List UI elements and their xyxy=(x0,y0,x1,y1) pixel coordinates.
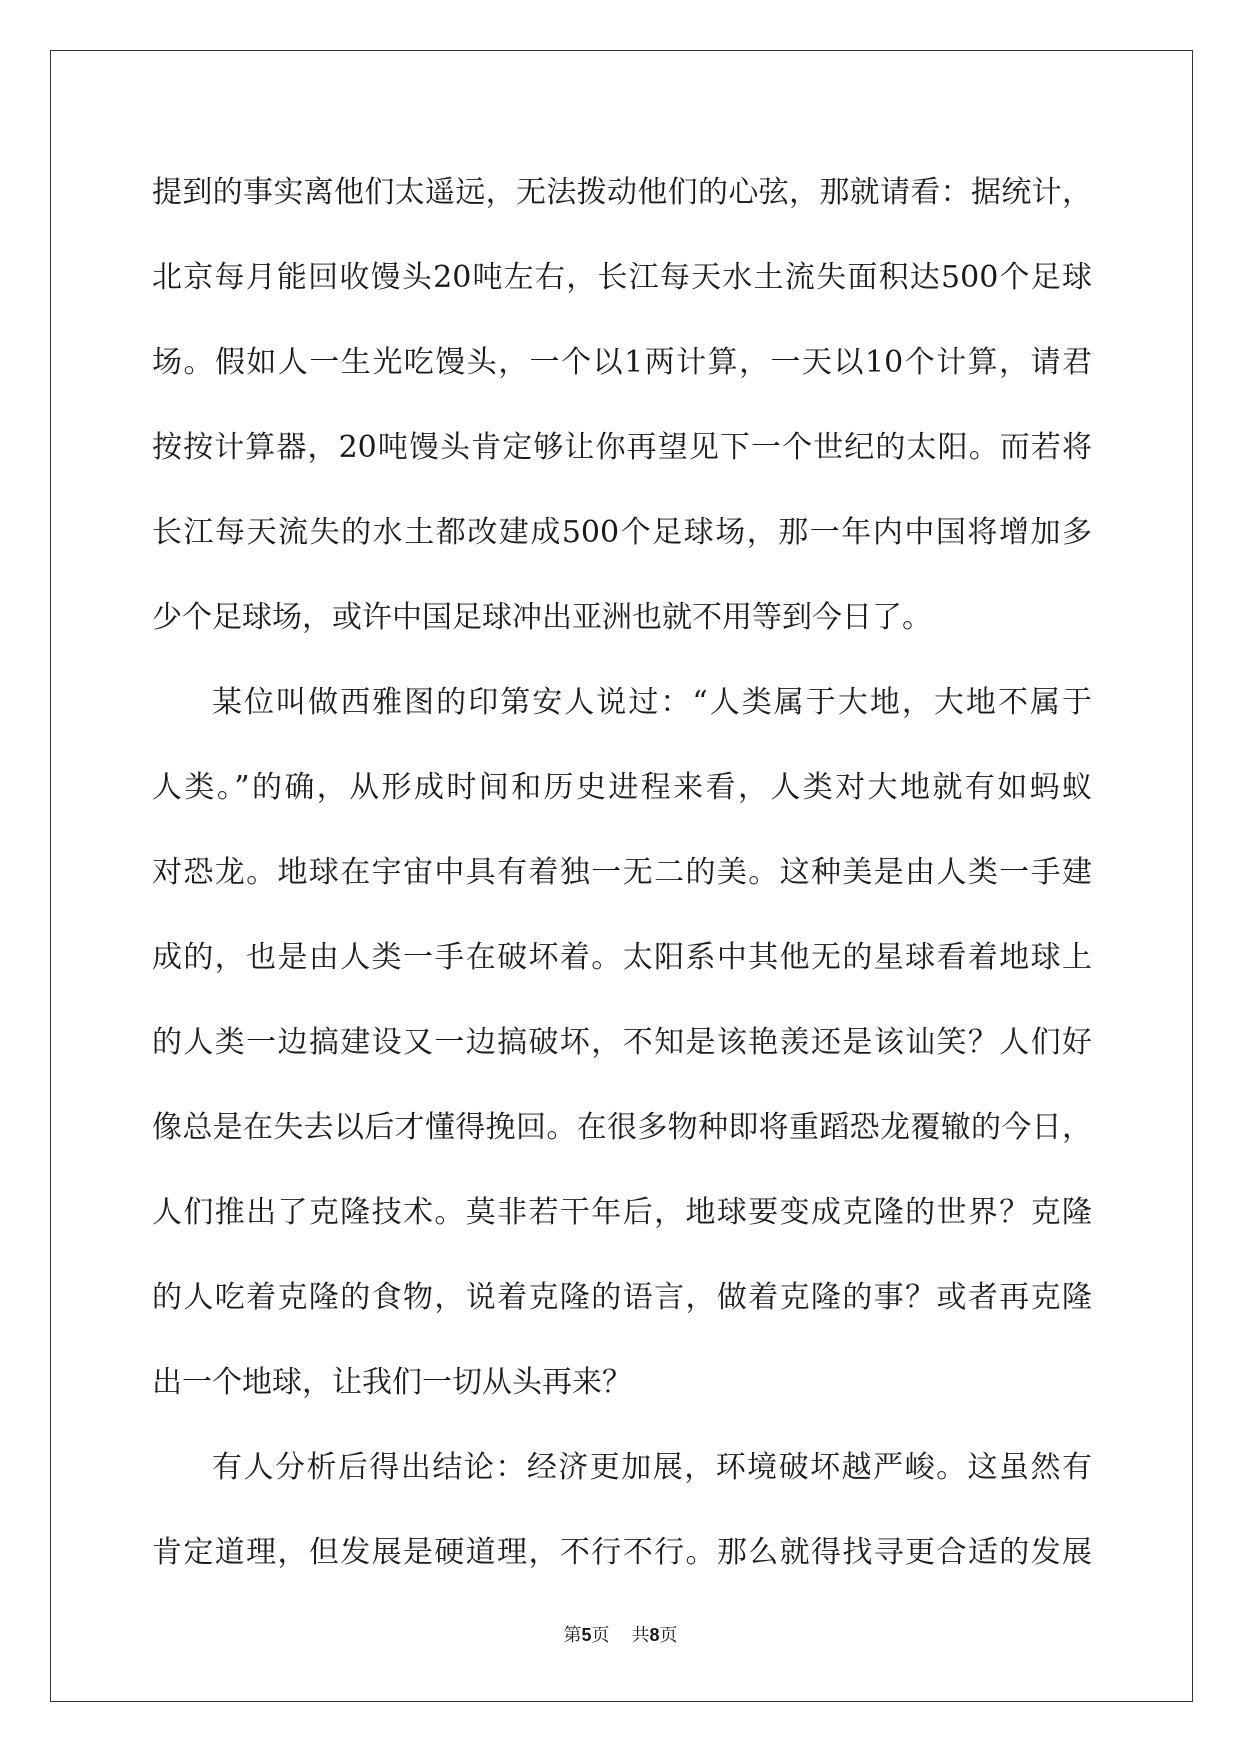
text-line: 的人类一边搞建设又一边搞破坏，不知是该艳羡还是该讪笑？人们好 xyxy=(152,1025,1092,1060)
page-suffix: 页 xyxy=(591,1625,610,1646)
text-line: 肯定道理，但发展是硬道理，不行不行。那么就得找寻更合适的发展 xyxy=(152,1535,1092,1570)
total-prefix: 共 xyxy=(631,1625,650,1646)
text-line: 人们推出了克隆技术。莫非若干年后，地球要变成克隆的世界？克隆 xyxy=(152,1195,1092,1230)
text-line: 提到的事实离他们太遥远，无法拨动他们的心弦，那就请看：据统计， xyxy=(152,175,1092,210)
text-line: 长江每天流失的水土都改建成500个足球场，那一年内中国将增加多 xyxy=(152,515,1092,550)
text-line: 出一个地球，让我们一切从头再来？ xyxy=(152,1365,632,1400)
paragraph-first-line: 有人分析后得出结论：经济更加展，环境破坏越严峻。这虽然有 xyxy=(212,1450,1092,1485)
total-suffix: 页 xyxy=(659,1625,678,1646)
text-line: 人类。”的确，从形成时间和历史进程来看，人类对大地就有如蚂蚁 xyxy=(152,770,1092,805)
total-pages: 8 xyxy=(649,1625,660,1645)
page-footer xyxy=(0,1621,1241,1647)
text-line: 成的，也是由人类一手在破坏着。太阳系中其他无的星球看着地球上 xyxy=(152,940,1092,975)
text-line: 北京每月能回收馒头20吨左右，长江每天水土流失面积达500个足球 xyxy=(152,260,1092,295)
paragraph-first-line: 某位叫做西雅图的印第安人说过：“人类属于大地，大地不属于 xyxy=(212,685,1092,720)
text-line: 对恐龙。地球在宇宙中具有着独一无二的美。这种美是由人类一手建 xyxy=(152,855,1092,890)
text-line: 像总是在失去以后才懂得挽回。在很多物种即将重蹈恐龙覆辙的今日， xyxy=(152,1110,1092,1145)
document-body xyxy=(152,158,1092,1603)
page-prefix: 第 xyxy=(563,1625,582,1646)
text-line: 按按计算器，20吨馒头肯定够让你再望见下一个世纪的太阳。而若将 xyxy=(152,430,1092,465)
text-line: 场。假如人一生光吃馒头，一个以1两计算，一天以10个计算，请君 xyxy=(152,345,1092,380)
page-number: 5 xyxy=(581,1625,592,1645)
text-line: 少个足球场，或许中国足球冲出亚洲也就不用等到今日了。 xyxy=(152,600,932,635)
text-line: 的人吃着克隆的食物，说着克隆的语言，做着克隆的事？或者再克隆 xyxy=(152,1280,1092,1315)
